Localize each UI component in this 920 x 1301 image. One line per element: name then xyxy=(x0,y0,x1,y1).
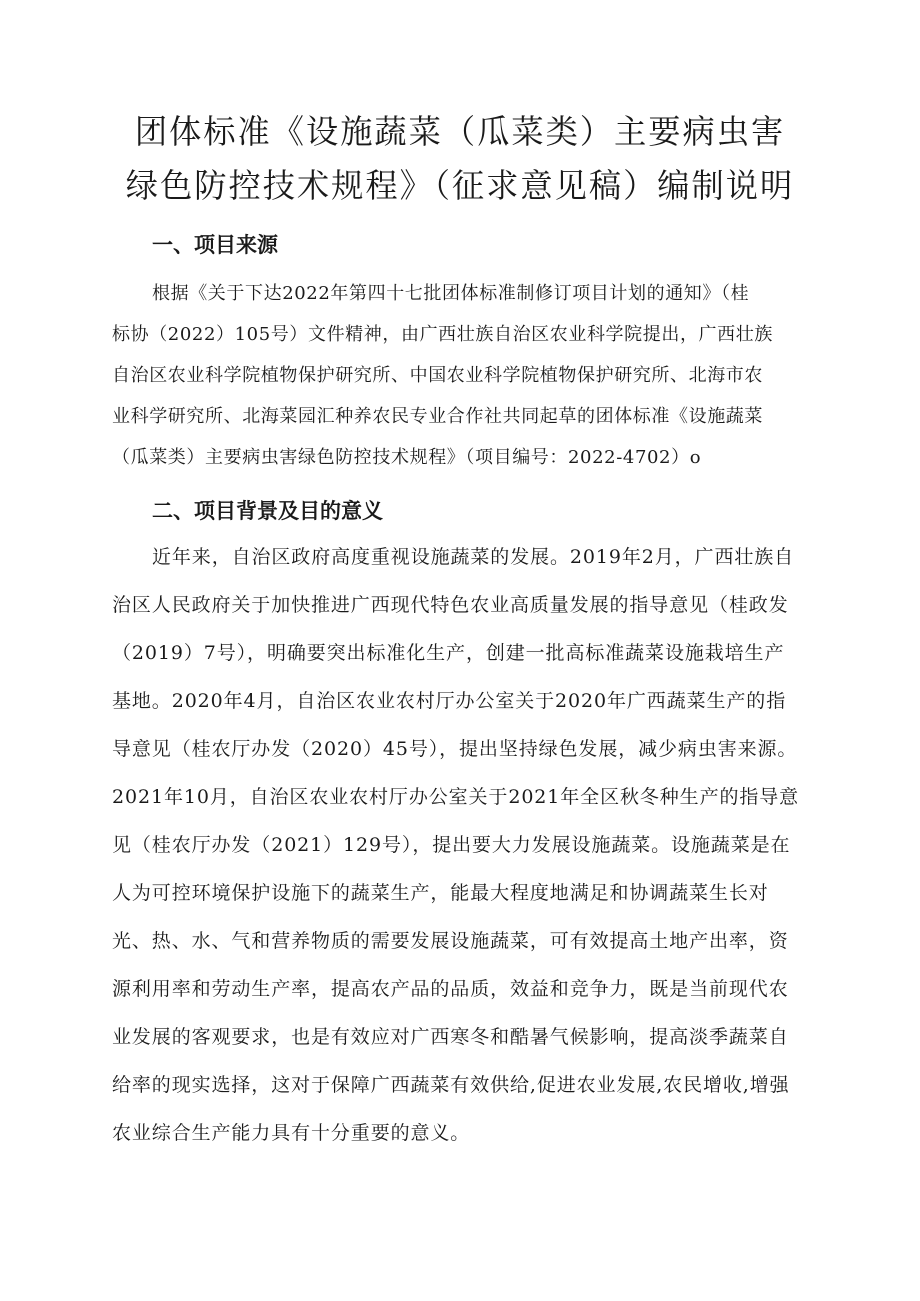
paragraph-line: 业发展的客观要求，也是有效应对广西寒冬和酷暑气候影响，提高淡季蔬菜自 xyxy=(112,1026,789,1048)
paragraph-line: （瓜菜类）主要病虫害绿色防控技术规程》（项目编号：2022-4702）o xyxy=(112,447,702,468)
paragraph-line: 近年来，自治区政府高度重视设施蔬菜的发展。2019年2月，广西壮族自 xyxy=(152,546,795,568)
paragraph-line: 见（桂农厅办发（2021）129号），提出要大力发展设施蔬菜。设施蔬菜是在 xyxy=(112,834,791,856)
paragraph-line: 农业综合生产能力具有十分重要的意义。 xyxy=(112,1122,471,1144)
document-title-line-1: 团体标准《设施蔬菜（瓜菜类）主要病虫害 xyxy=(134,112,786,151)
section-heading-project-source: 一、项目来源 xyxy=(152,233,278,257)
paragraph-line: 标协（2022）105号）文件精神，由广西壮族自治区农业科学院提出，广西壮族 xyxy=(112,324,773,345)
paragraph-line: 光、热、水、气和营养物质的需要发展设施蔬菜，可有效提高土地产出率，资 xyxy=(112,930,789,952)
paragraph-line: 源利用率和劳动生产率，提高农产品的品质，效益和竞争力，既是当前现代农 xyxy=(112,978,789,1000)
paragraph-line: 人为可控环境保护设施下的蔬菜生产，能最大程度地满足和协调蔬菜生长对 xyxy=(112,882,769,904)
paragraph-line: 基地。2020年4月，自治区农业农村厅办公室关于2020年广西蔬菜生产的指 xyxy=(112,690,787,712)
paragraph-line: 自治区农业科学院植物保护研究所、中国农业科学院植物保护研究所、北海市农 xyxy=(112,365,763,386)
paragraph-line: 给率的现实选择，这对于保障广西蔬菜有效供给,促进农业发展,农民增收,增强 xyxy=(112,1074,790,1096)
section-heading-background-purpose: 二、项目背景及目的意义 xyxy=(152,499,383,523)
paragraph-line: 2021年10月，自治区农业农村厅办公室关于2021年全区秋冬种生产的指导意 xyxy=(112,786,800,808)
paragraph-line: 根据《关于下达2022年第四十七批团体标准制修订项目计划的通知》（桂 xyxy=(152,283,750,304)
paragraph-line: 业科学研究所、北海菜园汇种养农民专业合作社共同起草的团体标准《设施蔬菜 xyxy=(112,406,763,427)
paragraph-line: 导意见（桂农厅办发（2020）45号），提出坚持绿色发展，减少病虫害来源。 xyxy=(112,738,798,760)
paragraph-line: （2019）7号），明确要突出标准化生产，创建一批高标准蔬菜设施栽培生产 xyxy=(112,642,785,664)
paragraph-line: 治区人民政府关于加快推进广西现代特色农业高质量发展的指导意见（桂政发 xyxy=(112,594,789,616)
document-title-line-2: 绿色防控技术规程》（征求意见稿）编制说明 xyxy=(125,166,795,205)
